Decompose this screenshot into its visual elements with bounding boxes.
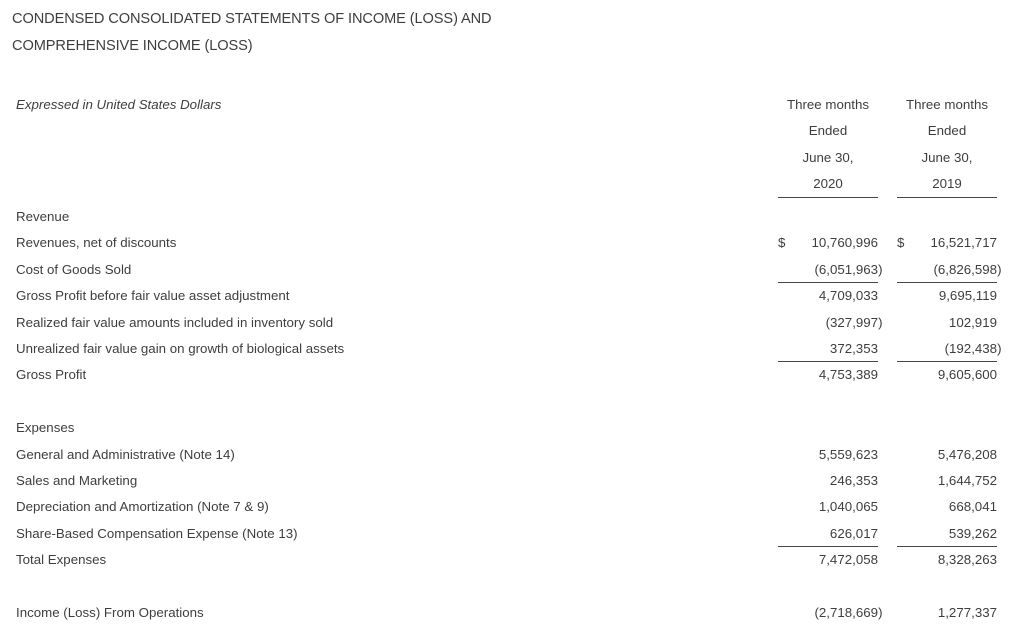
value-cell-three-months-2020	[778, 283, 878, 309]
section-row	[16, 204, 997, 230]
value-cell-three-months-2020	[778, 336, 878, 362]
value-cell-three-months-2020	[778, 600, 883, 626]
spacer-row	[16, 389, 997, 415]
section-row	[16, 415, 997, 441]
value-text: 4,753,389	[818, 367, 878, 383]
row-label: Sales and Marketing	[16, 472, 138, 488]
value-cell-three-months-2019	[897, 336, 1002, 362]
value-cell-three-months-2020	[778, 468, 878, 494]
value-cell-three-months-2019	[897, 547, 997, 573]
value-cell-three-months-2019	[897, 310, 997, 336]
row-label: Total Expenses	[16, 552, 107, 568]
value-cell-three-months-2020	[778, 521, 878, 547]
value-cell-three-months-2019	[897, 468, 997, 494]
currency-symbol: $	[897, 235, 905, 251]
row-label: Revenues, net of discounts	[16, 235, 177, 251]
header-line: 2020	[813, 175, 843, 191]
value-text: 1,277,337	[937, 604, 997, 620]
value-text: 10,760,996	[811, 235, 878, 251]
table-row	[16, 257, 1002, 283]
value-text: 8,328,263	[937, 552, 997, 568]
value-cell-three-months-2020	[778, 442, 878, 468]
value-cell-three-months-2019	[897, 283, 997, 309]
value-text: 1,040,065	[818, 499, 878, 515]
table-header	[16, 92, 997, 198]
value-cell-three-months-2019	[897, 230, 997, 256]
row-label: Unrealized fair value gain on growth of biological assets	[16, 340, 345, 356]
value-cell-three-months-2020	[778, 494, 878, 520]
value-text: 5,476,208	[937, 446, 997, 462]
table-row	[16, 362, 997, 388]
statement-rows	[16, 204, 1002, 626]
table-row	[16, 310, 997, 336]
value-cell-three-months-2020	[778, 257, 883, 283]
value-cell-three-months-2019	[897, 257, 1002, 283]
value-cell-three-months-2019	[897, 521, 997, 547]
value-text: 539,262	[948, 525, 997, 541]
currency-symbol: $	[778, 235, 786, 251]
column-header-2020	[778, 92, 878, 198]
value-text: 16,521,717	[930, 235, 997, 251]
value-cell-three-months-2019	[897, 494, 997, 520]
spacer-row	[16, 573, 997, 599]
table-row	[16, 283, 997, 309]
value-cell-three-months-2020	[778, 230, 878, 256]
value-cell-three-months-2020	[778, 547, 878, 573]
value-text: 9,695,119	[938, 288, 997, 304]
value-text: 102,919	[948, 314, 997, 330]
row-label: Realized fair value amounts included in inventory sold	[16, 314, 334, 330]
table-row	[16, 336, 1002, 362]
row-label: Expenses	[16, 420, 75, 436]
value-text: 1,644,752	[937, 472, 997, 488]
row-label: Income (Loss) From Operations	[16, 604, 204, 620]
value-text: (6,051,963)	[814, 261, 883, 277]
value-cell-three-months-2019	[897, 362, 997, 388]
header-line: Ended	[927, 123, 967, 139]
row-label: Depreciation and Amortization (Note 7 & 9)	[16, 499, 269, 515]
currency-note: Expressed in United States Dollars	[16, 97, 222, 112]
table-row	[16, 600, 997, 626]
header-line: Ended	[808, 123, 848, 139]
value-text: 4,709,033	[818, 288, 878, 304]
value-text: 5,559,623	[818, 446, 878, 462]
row-label: Gross Profit before fair value asset adjustment	[16, 288, 290, 304]
value-text: 7,472,058	[818, 552, 878, 568]
value-cell-three-months-2020	[778, 362, 878, 388]
header-line: 2019	[932, 175, 962, 191]
row-label: Share-Based Compensation Expense (Note 13)	[16, 525, 298, 541]
table-row	[16, 442, 997, 468]
value-cell-three-months-2019	[897, 442, 997, 468]
table-row	[16, 494, 997, 520]
value-text: (192,438)	[944, 340, 1002, 356]
value-text: 626,017	[829, 525, 878, 541]
statement-title-line2: COMPREHENSIVE INCOME (LOSS)	[12, 38, 253, 54]
value-text: 372,353	[829, 340, 878, 356]
value-cell-three-months-2019	[897, 600, 997, 626]
header-line: June 30,	[802, 149, 854, 165]
row-label: Gross Profit	[16, 367, 87, 383]
value-text: (2,718,669)	[814, 604, 883, 620]
value-text: 246,353	[829, 472, 878, 488]
row-label: General and Administrative (Note 14)	[16, 446, 235, 462]
table-row	[16, 468, 997, 494]
table-row	[16, 521, 997, 547]
column-header-2019	[897, 92, 997, 198]
statement-title	[12, 6, 492, 60]
value-text: 9,605,600	[937, 367, 997, 383]
header-line: June 30,	[921, 149, 973, 165]
header-line: Three months	[786, 97, 870, 112]
table-row	[16, 230, 997, 256]
header-line: Three months	[905, 97, 989, 112]
value-text: 668,041	[948, 499, 997, 515]
statement-title-line1: CONDENSED CONSOLIDATED STATEMENTS OF INCOME (LOSS) AND	[12, 11, 492, 27]
row-label: Cost of Goods Sold	[16, 261, 132, 277]
value-cell-three-months-2020	[778, 310, 883, 336]
value-text: (6,826,598)	[933, 261, 1002, 277]
table-row	[16, 547, 997, 573]
row-label: Revenue	[16, 209, 70, 224]
value-text: (327,997)	[825, 314, 883, 330]
